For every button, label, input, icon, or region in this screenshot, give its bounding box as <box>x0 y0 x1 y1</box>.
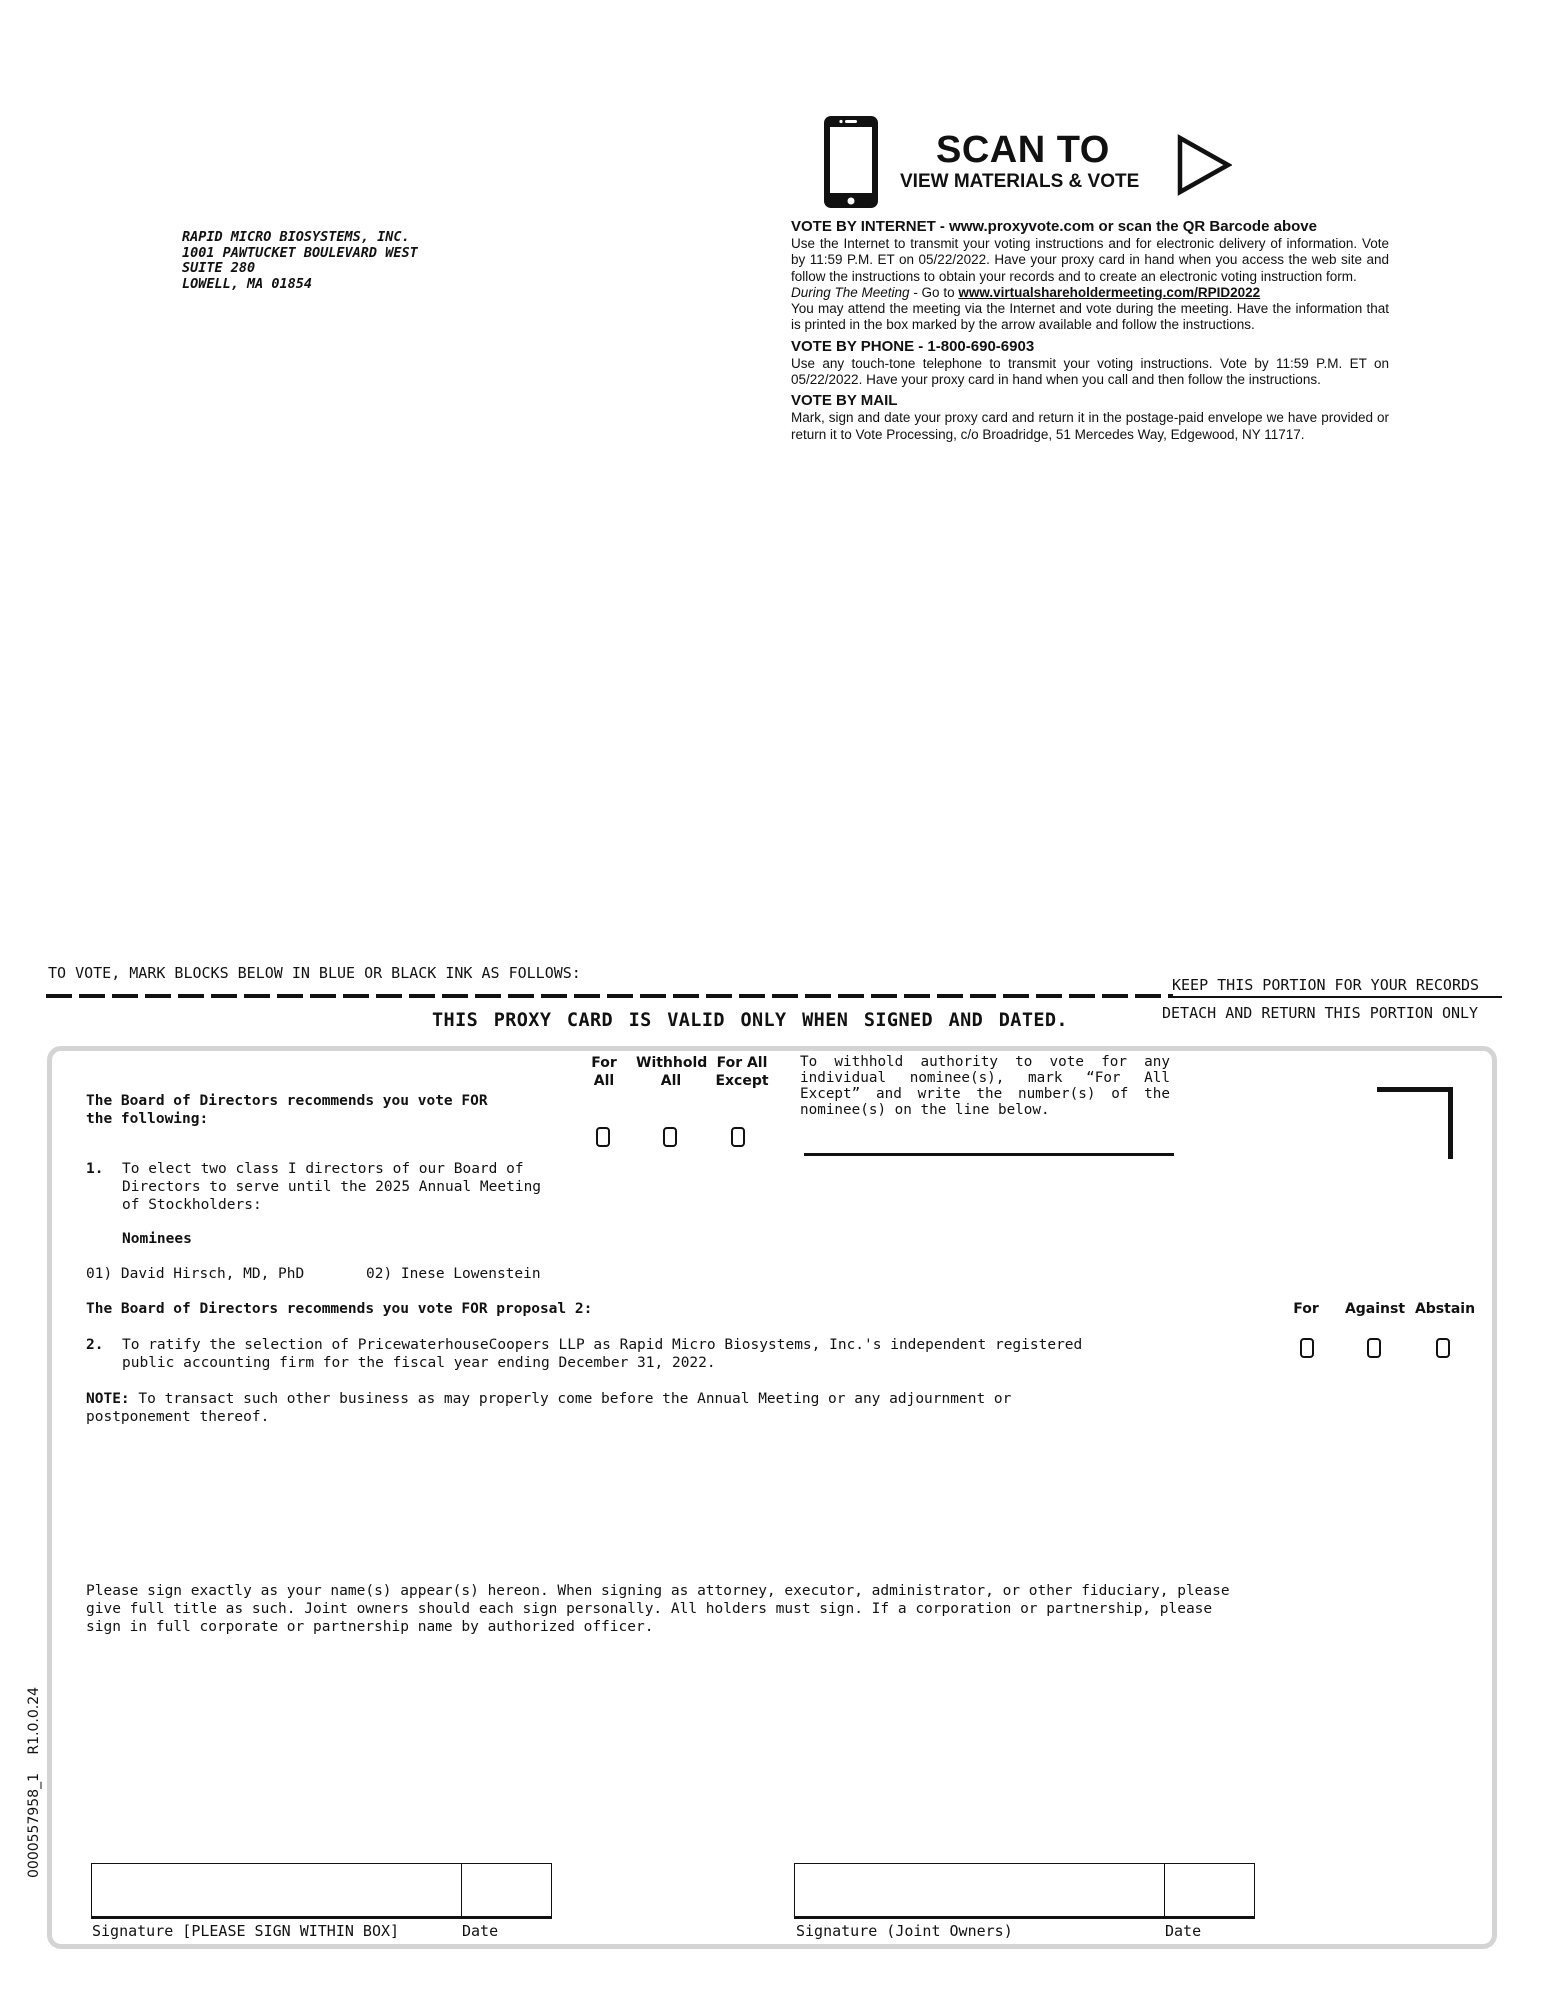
meeting-text: You may attend the meeting via the Internet and vote during the meeting. Have the information that is printed in the box marked by the arrow available and follow the instructions. <box>791 301 1389 333</box>
note-body: To transact such other business as may properly come before the Annual Meeting or any adjournment or postponement thereof. <box>86 1391 1012 1425</box>
company-name: RAPID MICRO BIOSYSTEMS, INC. <box>182 229 410 245</box>
internet-heading: VOTE BY INTERNET - www.proxyvote.com or scan the QR Barcode above <box>791 218 1317 235</box>
smartphone-icon <box>822 114 880 215</box>
joint-date-label: Date <box>1165 1922 1202 1940</box>
column-for-all: For All <box>591 1055 617 1089</box>
joint-signature-label: Signature (Joint Owners) <box>796 1922 1013 1940</box>
detach-portion-label: DETACH AND RETURN THIS PORTION ONLY <box>1162 1004 1479 1022</box>
mail-text: Mark, sign and date your proxy card and return it in the postage-paid envelope we have provided or return it to Vote Processing, c/o Broadridge, 51 Mercedes Way, Edgewood, NY 11717. <box>791 410 1389 442</box>
mail-heading: VOTE BY MAIL <box>791 392 898 410</box>
scan-title: SCAN TO <box>936 129 1110 171</box>
column-abstain: Abstain <box>1414 1301 1476 1317</box>
column-for-all-except: For All Except <box>715 1055 769 1089</box>
company-address <box>182 230 418 292</box>
column-for: For <box>1293 1301 1319 1317</box>
nominees-label: Nominees <box>122 1231 192 1247</box>
scan-subtitle: VIEW MATERIALS & VOTE <box>900 171 1140 192</box>
valid-notice: THIS PROXY CARD IS VALID ONLY WHEN SIGNED AND DATED. <box>432 1010 1068 1031</box>
play-arrow-icon <box>1176 134 1232 201</box>
board-recommendation-2: The Board of Directors recommends you vote FOR proposal 2: <box>86 1301 593 1317</box>
mark-instructions: TO VOTE, MARK BLOCKS BELOW IN BLUE OR BLACK INK AS FOLLOWS: <box>48 964 581 982</box>
document-code: 0000557958_1 R1.0.0.24 <box>26 1686 42 1878</box>
withhold-instructions: To withhold authority to vote for any individual nominee(s), mark “For All Except” and write the number(s) of the nominee(s) on the line below. <box>800 1054 1170 1118</box>
date-label: Date <box>462 1922 499 1940</box>
vote-box-for[interactable] <box>1300 1338 1314 1358</box>
nominee-2: 02) Inese Lowenstein <box>366 1266 541 1282</box>
note-label: NOTE: <box>86 1391 130 1407</box>
voting-instructions <box>791 218 1389 443</box>
column-withhold-all: Withhold All <box>636 1055 708 1089</box>
vote-box-against[interactable] <box>1367 1338 1381 1358</box>
corner-mark <box>1377 1087 1453 1159</box>
joint-signature-date-box[interactable] <box>1164 1863 1255 1919</box>
vote-box-abstain[interactable] <box>1436 1338 1450 1358</box>
signature-label: Signature [PLEASE SIGN WITHIN BOX] <box>92 1922 400 1940</box>
meeting-url-link[interactable]: www.virtualshareholdermeeting.com/RPID2022 <box>958 284 1261 300</box>
signing-instructions: Please sign exactly as your name(s) appear(s) hereon. When signing as attorney, executor, administrator, or other fiduciary, please give full title as such. Joint owners should each sign personally. All holders must sign. If a corporation or partnership, please sign in full corporate or partnership name by authorized officer. <box>86 1583 1230 1635</box>
phone-heading: VOTE BY PHONE - 1-800-690-6903 <box>791 337 1035 355</box>
company-street: 1001 PAWTUCKET BOULEVARD WEST <box>182 244 418 261</box>
vote-box-for-all[interactable] <box>596 1127 610 1147</box>
column-against: Against <box>1344 1301 1406 1317</box>
signature-box[interactable] <box>91 1863 462 1919</box>
detach-dashed-line <box>46 994 1173 998</box>
meeting-goto: - Go to <box>909 284 959 300</box>
keep-portion-line <box>1172 996 1502 998</box>
company-suite: SUITE 280 <box>182 260 256 276</box>
keep-portion-label: KEEP THIS PORTION FOR YOUR RECORDS <box>1172 976 1480 994</box>
note-text <box>86 1390 1066 1426</box>
company-city: LOWELL, MA 01854 <box>182 275 313 292</box>
item-2-number: 2. <box>86 1337 104 1353</box>
phone-text: Use any touch-tone telephone to transmit your voting instructions. Vote by 11:59 P.M. ET on 05/22/2022. Have your proxy card in hand when you call and then follow the instructions. <box>791 355 1389 388</box>
signature-date-box[interactable] <box>461 1863 552 1919</box>
board-recommendation-1: The Board of Directors recommends you vote FOR the following: <box>86 1093 488 1127</box>
joint-signature-box[interactable] <box>794 1863 1165 1919</box>
nominee-1: 01) David Hirsch, MD, PhD <box>86 1266 305 1282</box>
item-1-text: To elect two class I directors of our Board of Directors to serve until the 2025 Annual Meeting of Stockholders: <box>122 1161 542 1213</box>
meeting-line <box>791 285 1389 301</box>
item-2-text: To ratify the selection of PricewaterhouseCoopers LLP as Rapid Micro Biosystems, Inc.'s independent registered public accounting firm for the fiscal year ending December 31, 2022. <box>122 1337 1083 1371</box>
meeting-prefix: During The Meeting <box>791 284 910 300</box>
item-1-number: 1. <box>86 1161 104 1177</box>
nominee-number-line[interactable] <box>804 1153 1174 1156</box>
vote-box-withhold-all[interactable] <box>663 1127 677 1147</box>
vote-box-for-all-except[interactable] <box>731 1127 745 1147</box>
internet-text: Use the Internet to transmit your voting instructions and for electronic delivery of information. Vote by 11:59 P.M. ET on 05/22/2022. Have your proxy card in hand when you access the web site and follow the instructions to obtain your records and to create an electronic voting instruction form. <box>791 236 1389 284</box>
